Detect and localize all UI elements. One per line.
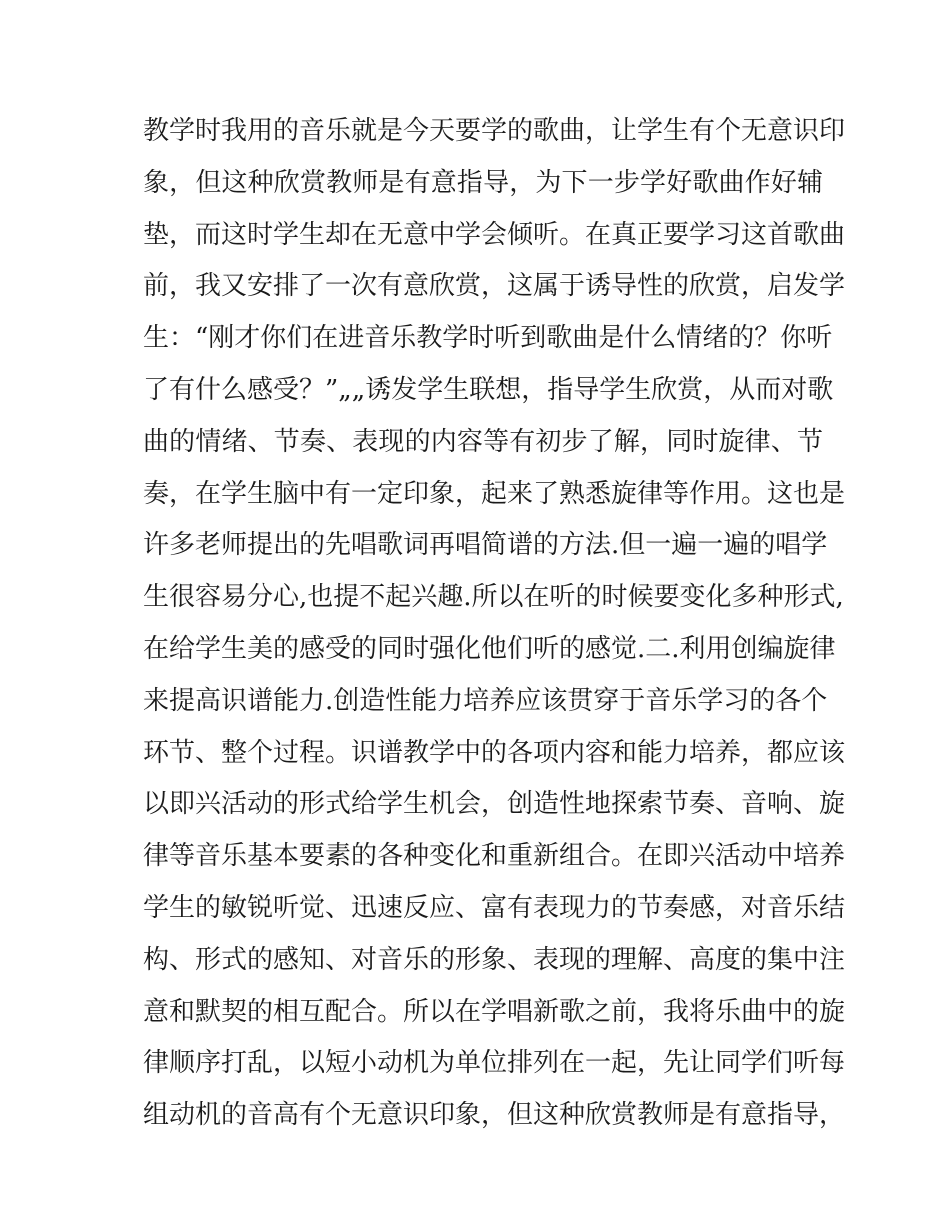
- text-line: 组动机的音高有个无意识印象，但这种欣赏教师是有意指导，: [143, 1100, 846, 1131]
- text-line: 垫，而这时学生却在无意中学会倾听。在真正要学习这首歌曲: [143, 219, 846, 250]
- text-line: 象，但这种欣赏教师是有意指导，为下一步学好歌曲作好辅: [143, 167, 823, 198]
- text-line: 在给学生美的感受的同时强化他们听的感觉.二.利用创编旋律: [143, 633, 836, 664]
- text-line: 环节、整个过程。识谱教学中的各项内容和能力培养，都应该: [143, 737, 846, 768]
- text-line: 许多老师提出的先唱歌词再唱简谱的方法.但一遍一遍的唱学: [143, 530, 828, 561]
- text-line: 意和默契的相互配合。所以在学唱新歌之前，我将乐曲中的旋: [143, 996, 846, 1027]
- body-text: [143, 106, 846, 1142]
- text-line: 了有什么感受？”„„诱发学生联想，指导学生欣赏，从而对歌: [143, 374, 834, 405]
- text-line: 构、形式的感知、对音乐的形象、表现的理解、高度的集中注: [143, 944, 846, 975]
- text-line: 律顺序打乱，以短小动机为单位排列在一起，先让同学们听每: [143, 1048, 846, 1079]
- text-line: 奏，在学生脑中有一定印象，起来了熟悉旋律等作用。这也是: [143, 478, 846, 509]
- text-line: 教学时我用的音乐就是今天要学的歌曲，让学生有个无意识印: [143, 116, 846, 146]
- text-line: 来提高识谱能力.创造性能力培养应该贯穿于音乐学习的各个: [143, 685, 828, 716]
- text-line: 律等音乐基本要素的各种变化和重新组合。在即兴活动中培养: [143, 841, 846, 872]
- text-line: 以即兴活动的形式给学生机会，创造性地探索节奏、音响、旋: [143, 789, 846, 820]
- text-line: 前，我又安排了一次有意欣赏，这属于诱导性的欣赏，启发学: [143, 271, 846, 302]
- text-line: 曲的情绪、节奏、表现的内容等有初步了解，同时旋律、节: [143, 426, 823, 457]
- text-line: 生：“刚才你们在进音乐教学时听到歌曲是什么情绪的？你听: [143, 323, 833, 354]
- text-line: 学生的敏锐听觉、迅速反应、富有表现力的节奏感，对音乐结: [143, 892, 846, 923]
- text-line: 生很容易分心,也提不起兴趣.所以在听的时候要变化多种形式,: [143, 582, 844, 613]
